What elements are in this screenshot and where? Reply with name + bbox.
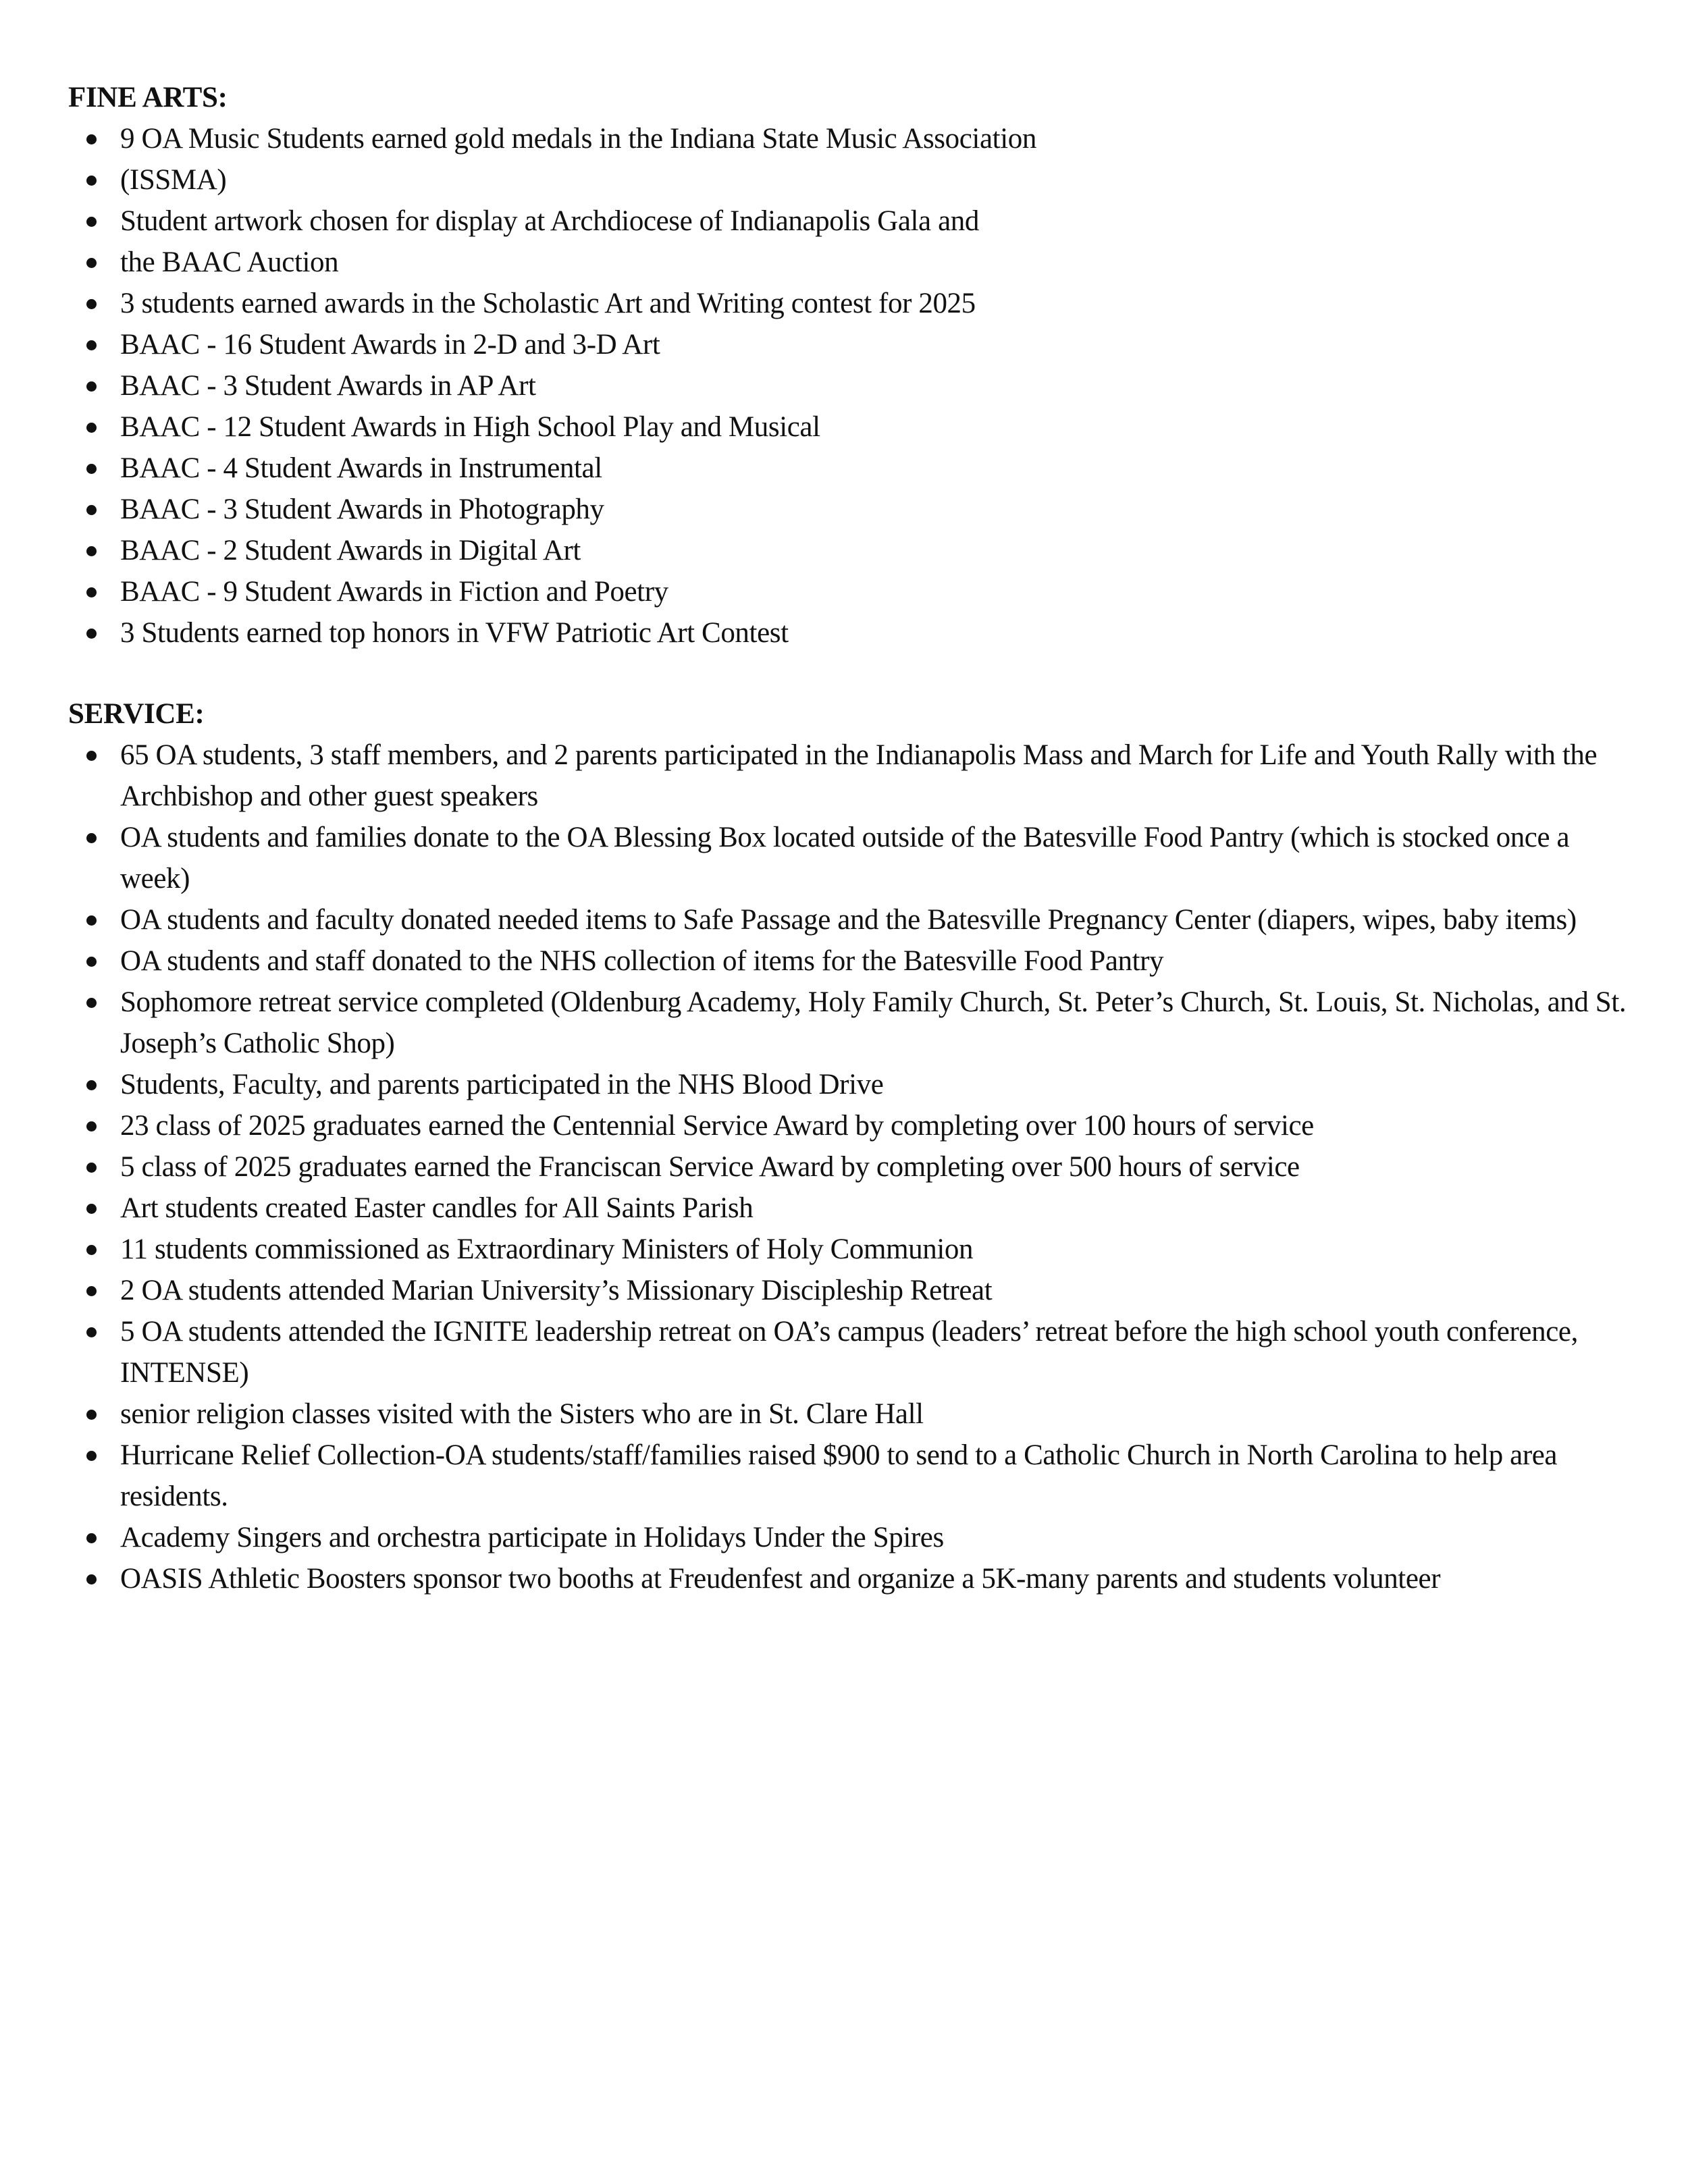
fine-arts-list-item — [68, 406, 1641, 448]
bullet-icon — [86, 587, 97, 597]
service-item-text: Art students created Easter candles for All Saints Parish — [120, 1192, 754, 1224]
fine-arts-list-item — [68, 159, 1641, 201]
service-list-item — [68, 982, 1641, 1064]
fine-arts-list-item — [68, 530, 1641, 571]
bullet-icon — [86, 423, 97, 433]
bullet-icon — [86, 1451, 97, 1461]
fine-arts-list-item — [68, 448, 1641, 489]
bullet-icon — [86, 751, 97, 761]
service-item-text: 5 OA students attended the IGNITE leadership retreat on OA’s campus (leaders’ retreat before the high school youth conference, INTENSE) — [120, 1316, 1578, 1389]
service-item-text: Academy Singers and orchestra participate in Holidays Under the Spires — [120, 1522, 944, 1553]
service-heading: SERVICE: — [68, 698, 205, 730]
fine-arts-item-text: BAAC - 9 Student Awards in Fiction and Poetry — [120, 576, 668, 608]
service-list-item — [68, 817, 1641, 899]
bullet-icon — [86, 1245, 97, 1255]
bullet-icon — [86, 915, 97, 926]
service-list-item — [68, 940, 1641, 982]
service-list-item — [68, 1229, 1641, 1270]
fine-arts-item-text: the BAAC Auction — [120, 246, 339, 278]
service-list-item — [68, 1517, 1641, 1558]
bullet-icon — [86, 546, 97, 556]
bullet-icon — [86, 340, 97, 350]
bullet-icon — [86, 176, 97, 186]
service-list-item — [68, 899, 1641, 940]
bullet-icon — [86, 1533, 97, 1543]
fine-arts-item-text: BAAC - 2 Student Awards in Digital Art — [120, 535, 581, 566]
fine-arts-item-text: 3 students earned awards in the Scholastic Art and Writing contest for 2025 — [120, 288, 976, 319]
service-list-item — [68, 1188, 1641, 1229]
fine-arts-list-item — [68, 324, 1641, 365]
bullet-icon — [86, 505, 97, 515]
service-list-item — [68, 735, 1641, 817]
fine-arts-item-text: BAAC - 12 Student Awards in High School Play and Musical — [120, 411, 820, 443]
bullet-icon — [86, 629, 97, 639]
bullet-icon — [86, 464, 97, 474]
bullet-icon — [86, 258, 97, 268]
fine-arts-item-text: BAAC - 16 Student Awards in 2-D and 3-D Art — [120, 329, 660, 361]
bullet-icon — [86, 1286, 97, 1296]
service-item-text: Students, Faculty, and parents participated in the NHS Blood Drive — [120, 1069, 884, 1100]
bullet-icon — [86, 998, 97, 1008]
fine-arts-item-text: BAAC - 3 Student Awards in Photography — [120, 494, 604, 525]
service-list-item — [68, 1393, 1641, 1435]
service-item-text: OASIS Athletic Boosters sponsor two booths at Freudenfest and organize a 5K-many parents and students volunteer — [120, 1563, 1441, 1595]
fine-arts-item-text: BAAC - 4 Student Awards in Instrumental — [120, 452, 602, 484]
service-item-text: 23 class of 2025 graduates earned the Centennial Service Award by completing over 100 hours of service — [120, 1110, 1314, 1142]
service-item-text: 2 OA students attended Marian University’s Missionary Discipleship Retreat — [120, 1275, 993, 1306]
fine-arts-list-item — [68, 283, 1641, 324]
fine-arts-list-item — [68, 201, 1641, 242]
service-list-item — [68, 1435, 1641, 1517]
fine-arts-item-text: 3 Students earned top honors in VFW Patriotic Art Contest — [120, 617, 789, 649]
service-item-text: OA students and faculty donated needed items to Safe Passage and the Batesville Pregnancy Center (diapers, wipes, baby items) — [120, 904, 1577, 936]
bullet-icon — [86, 1080, 97, 1090]
bullet-icon — [86, 957, 97, 967]
service-list-item — [68, 1311, 1641, 1393]
bullet-icon — [86, 1410, 97, 1420]
service-item-text: 5 class of 2025 graduates earned the Franciscan Service Award by completing over 500 hours of service — [120, 1151, 1300, 1183]
fine-arts-item-text: BAAC - 3 Student Awards in AP Art — [120, 370, 536, 402]
service-section — [68, 693, 1641, 1599]
service-item-text: senior religion classes visited with the Sisters who are in St. Clare Hall — [120, 1398, 924, 1430]
bullet-icon — [86, 1121, 97, 1131]
bullet-icon — [86, 134, 97, 144]
fine-arts-list-item — [68, 612, 1641, 654]
service-list-item — [68, 1270, 1641, 1311]
service-item-text: 65 OA students, 3 staff members, and 2 parents participated in the Indianapolis Mass and March for Life and Youth Rally with the Archbishop and other guest speakers — [120, 739, 1598, 812]
fine-arts-item-text: Student artwork chosen for display at Archdiocese of Indianapolis Gala and — [120, 205, 979, 237]
service-list-item — [68, 1558, 1641, 1599]
fine-arts-list-item — [68, 365, 1641, 406]
bullet-icon — [86, 217, 97, 227]
service-item-text: Hurricane Relief Collection-OA students/staff/families raised $900 to send to a Catholic Church in North Carolina to help area residents. — [120, 1439, 1558, 1512]
service-item-text: Sophomore retreat service completed (Oldenburg Academy, Holy Family Church, St. Peter’s Church, St. Louis, St. Nicholas, and St. Joseph’s Catholic Shop) — [120, 986, 1627, 1059]
service-list-item — [68, 1105, 1641, 1146]
bullet-icon — [86, 833, 97, 843]
fine-arts-list-item — [68, 118, 1641, 159]
bullet-icon — [86, 1204, 97, 1214]
bullet-icon — [86, 1163, 97, 1173]
fine-arts-list-item — [68, 242, 1641, 283]
fine-arts-item-text: (ISSMA) — [120, 164, 227, 196]
bullet-icon — [86, 299, 97, 309]
fine-arts-item-text: 9 OA Music Students earned gold medals in the Indiana State Music Association — [120, 123, 1036, 155]
service-list-item — [68, 1146, 1641, 1188]
bullet-icon — [86, 1574, 97, 1584]
service-item-text: OA students and families donate to the OA Blessing Box located outside of the Batesville Food Pantry (which is stocked once a week) — [120, 822, 1570, 895]
service-item-text: OA students and staff donated to the NHS collection of items for the Batesville Food Pantry — [120, 945, 1164, 977]
bullet-icon — [86, 1327, 97, 1337]
bullet-icon — [86, 381, 97, 392]
service-list — [68, 735, 1641, 1599]
fine-arts-list — [68, 118, 1641, 654]
service-item-text: 11 students commissioned as Extraordinary Ministers of Holy Communion — [120, 1233, 974, 1265]
service-list-item — [68, 1064, 1641, 1105]
fine-arts-heading: FINE ARTS: — [68, 82, 228, 113]
fine-arts-list-item — [68, 571, 1641, 612]
fine-arts-list-item — [68, 489, 1641, 530]
fine-arts-section — [68, 77, 1641, 654]
